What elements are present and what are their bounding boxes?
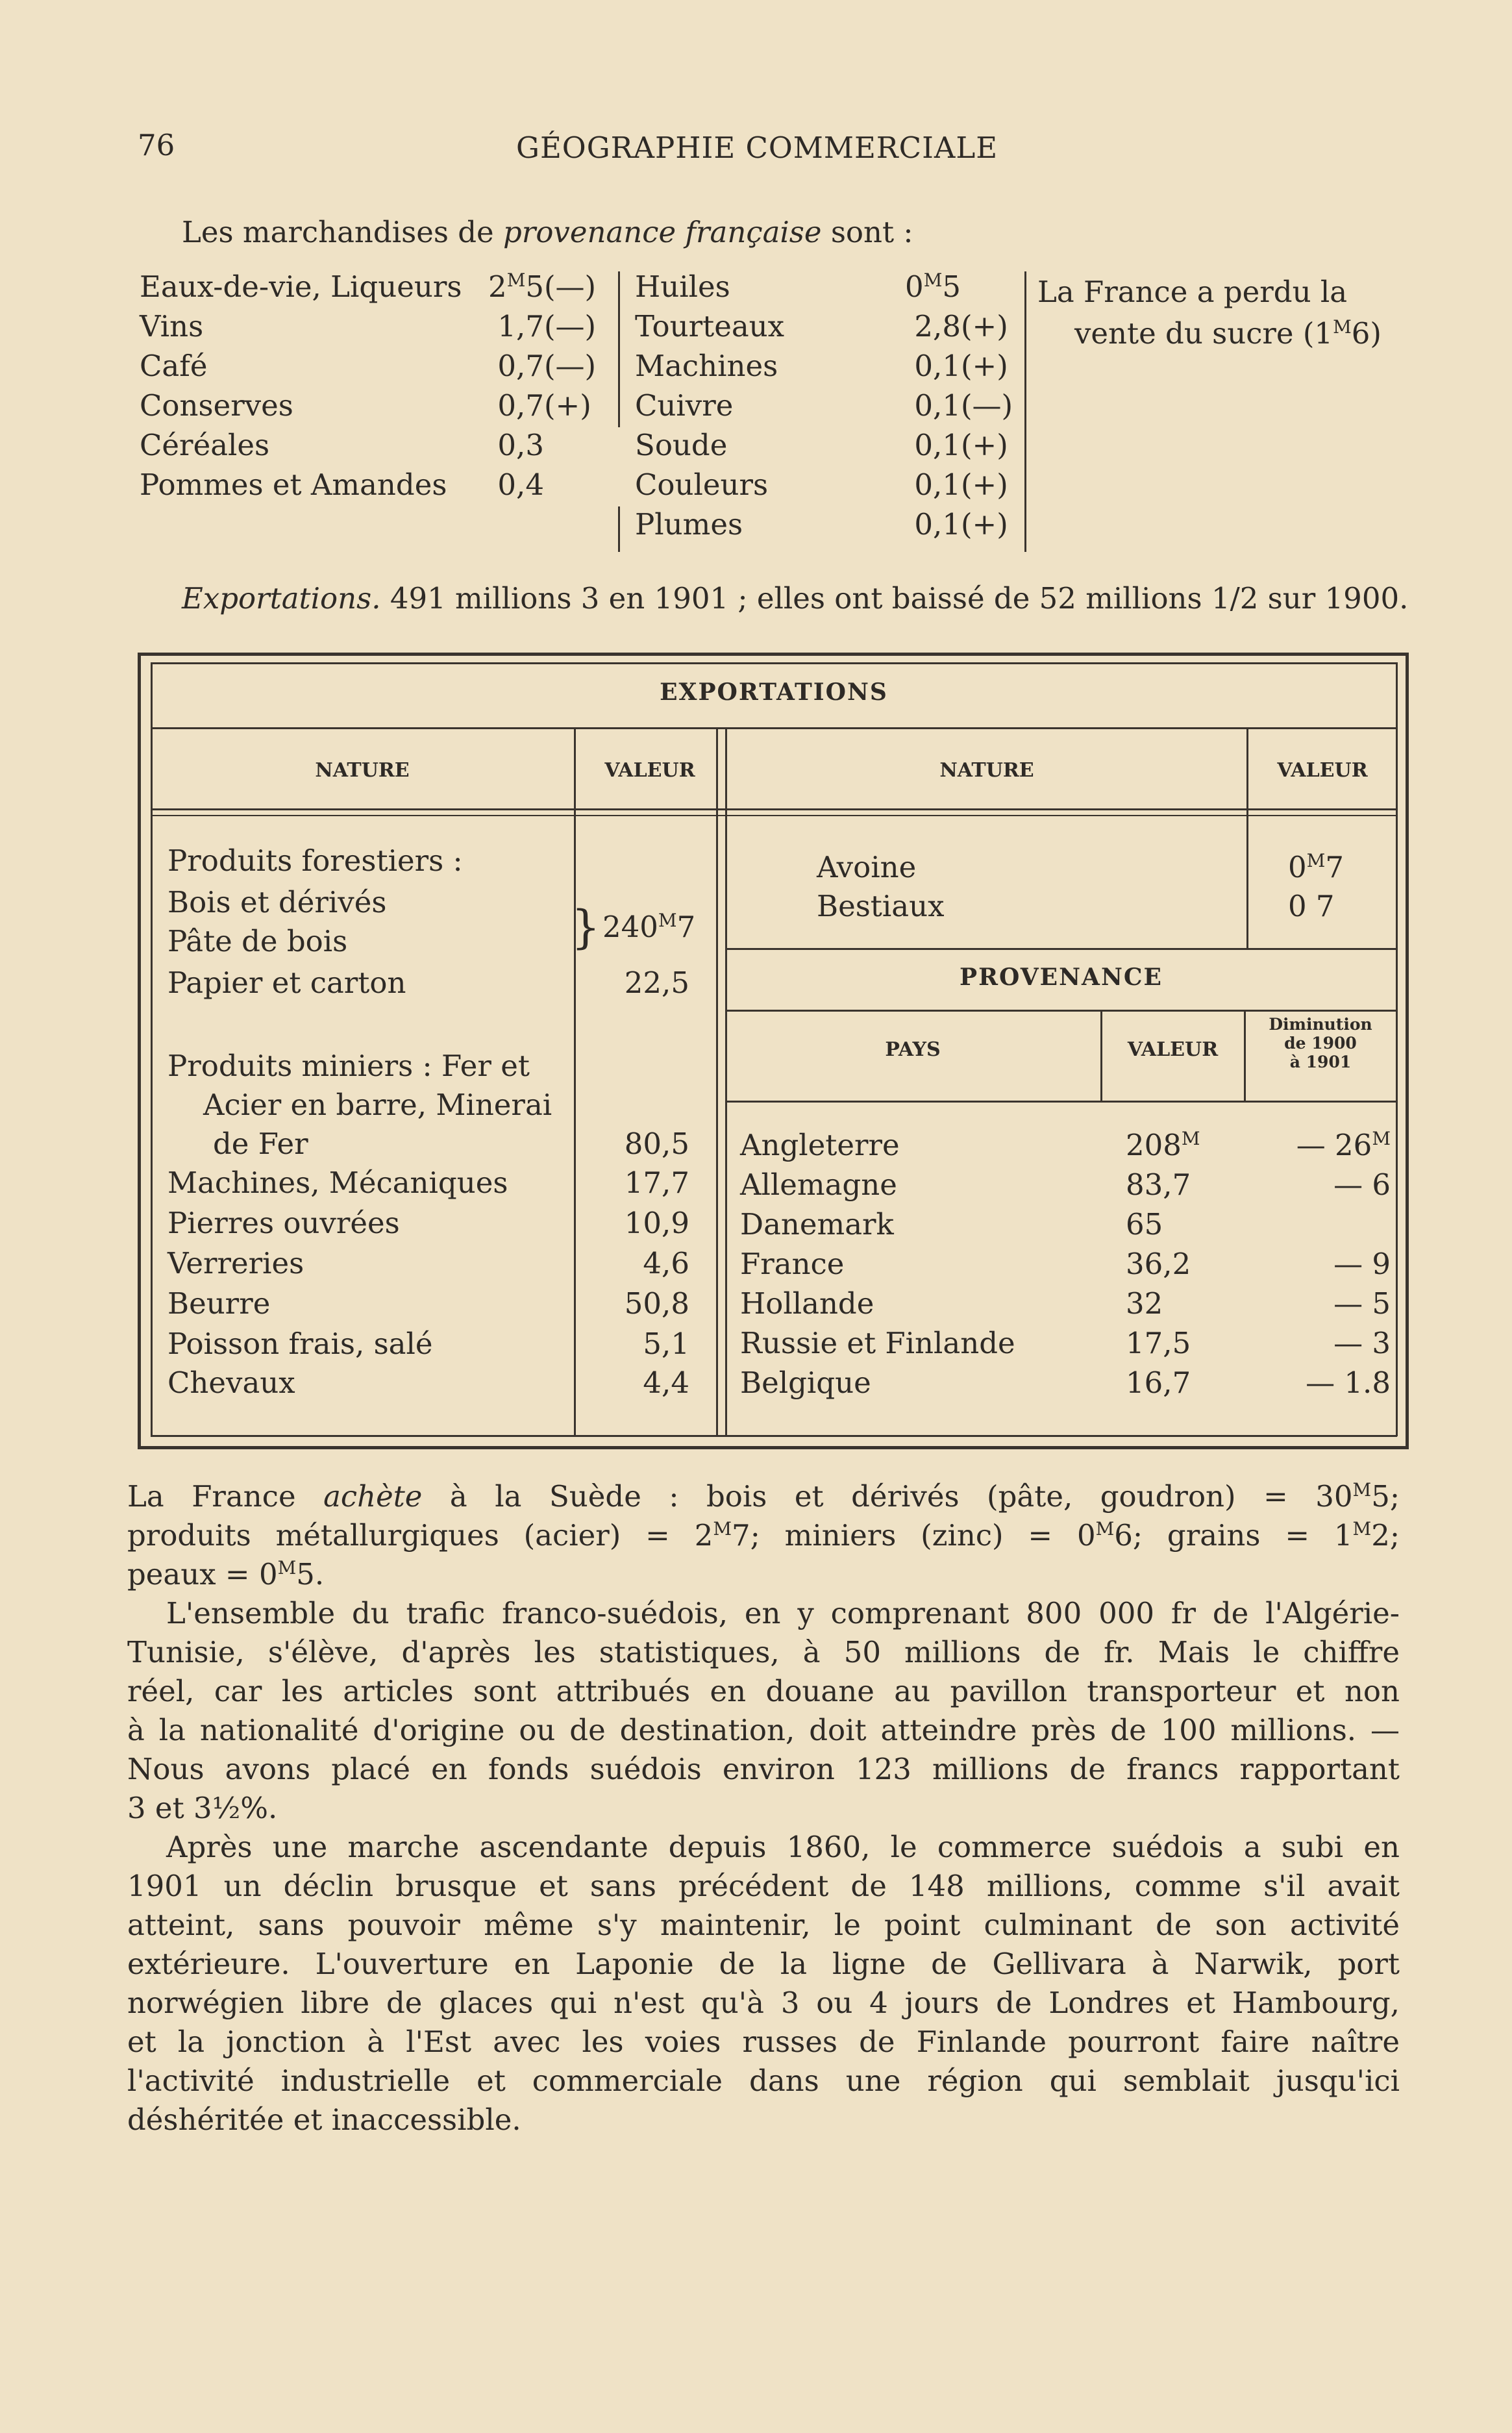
provenance-country: France xyxy=(740,1247,845,1281)
import-trend: (—) xyxy=(544,309,597,343)
exports-fraction: 1/2 xyxy=(1211,581,1259,616)
provenance-value: 17,5 xyxy=(1126,1326,1191,1360)
import-name: Pommes et Amandes xyxy=(140,468,447,502)
col-nature-left: NATURE xyxy=(315,759,410,782)
page-number: 76 xyxy=(138,128,175,162)
import-trend: (—) xyxy=(544,269,597,304)
paragraph-line: L'ensemble du trafic franco-suédois, en y comprenant 800 000 fr de l'Algérie- xyxy=(166,1596,1400,1630)
provenance-diminution: — $26^M$ xyxy=(1296,1128,1391,1162)
import-value: 1,7 xyxy=(497,309,544,343)
intro-emphasis: provenance française xyxy=(503,215,822,249)
table-left-nature: Papier et carton xyxy=(167,966,406,1000)
col-pays: PAYS xyxy=(885,1038,941,1061)
paragraph-line: 1901 un déclin brusque et sans précédent de 148 millions, comme s'il avait xyxy=(127,1869,1400,1903)
paragraph-line: déshéritée et inaccessible. xyxy=(127,2102,521,2137)
table-left-nature: Chevaux xyxy=(167,1366,295,1400)
import-value: 0,4 xyxy=(497,468,544,502)
table-right-value: $0^M7$ xyxy=(1288,850,1344,884)
provenance-value: 16,7 xyxy=(1126,1366,1191,1400)
import-name: Cuivre xyxy=(635,388,734,423)
table-left-nature: Pierres ouvrées xyxy=(167,1206,400,1240)
import-name: Couleurs xyxy=(635,468,769,502)
paragraph-line: atteint, sans pouvoir même s'y maintenir, le point culminant de son activité xyxy=(127,1908,1400,1942)
paragraph-line: réel, car les articles sont attribués en douane au pavillon transporteur et non xyxy=(127,1674,1400,1708)
table-left-value: 17,7 xyxy=(624,1166,689,1200)
col-valeur-right: VALEUR xyxy=(1277,759,1368,782)
table-right-nature: Bestiaux xyxy=(817,889,945,923)
import-name: Eaux-de-vie, Liqueurs xyxy=(140,269,462,304)
column-divider xyxy=(1024,271,1026,552)
provenance-value: $208^M$ xyxy=(1126,1128,1200,1162)
paragraph-line: extérieure. L'ouverture en Laponie de la ligne de Gellivara à Narwik, port xyxy=(127,1947,1400,1981)
intro-before: Les marchandises de xyxy=(182,215,494,249)
provenance-diminution: — 9 xyxy=(1333,1247,1391,1281)
paragraph-line: Nous avons placé en fonds suédois environ 123 millions de francs rapportant xyxy=(127,1752,1400,1786)
table-left-nature: Bois et dérivés xyxy=(167,885,387,919)
intro-after: sont : xyxy=(830,215,913,249)
provenance-country: Allemagne xyxy=(740,1167,897,1202)
paragraph-line: norwégien libre de glaces qui n'est qu'à 3 ou 4 jours de Londres et Hambourg, xyxy=(127,1986,1400,2020)
table-left-value: 80,5 xyxy=(624,1127,689,1161)
table-left-nature: Pâte de bois xyxy=(167,924,348,958)
import-name: Tourteaux xyxy=(635,309,785,343)
table-left-nature: Produits miniers : Fer et xyxy=(167,1049,530,1083)
paragraph-line: Tunisie, s'élève, d'après les statistiques, à 50 millions de fr. Mais le chiffre xyxy=(127,1635,1400,1669)
import-name: Conserves xyxy=(140,388,293,423)
import-value: 0,3 xyxy=(497,428,544,462)
provenance-value: 83,7 xyxy=(1126,1167,1191,1202)
paragraph-1: La France achète à la Suède : bois et dérivés (pâte, goudron) = $30^M5$; produits métallurgiques (acier) = $2^M7$; miniers (zinc) = $0^M6$; grains = $1^M2$; peaux = $0^M5$. xyxy=(127,1479,1400,1591)
import-value: 0,1 xyxy=(914,428,961,462)
provenance-country: Russie et Finlande xyxy=(740,1326,1015,1360)
import-name: Vins xyxy=(140,309,204,343)
paragraph-line: 3 et 3½%. xyxy=(127,1791,278,1825)
side-note-line-2: vente du sucre $(1^M6)$ xyxy=(1074,316,1382,351)
exports-label: Exportations. xyxy=(182,581,381,616)
table-left-nature: Machines, Mécaniques xyxy=(167,1166,508,1200)
col-nature-right: NATURE xyxy=(939,759,1034,782)
table-left-nature: Acier en barre, Minerai xyxy=(203,1088,552,1122)
import-name: Café xyxy=(140,349,208,383)
provenance-title: PROVENANCE xyxy=(960,964,1163,991)
import-trend: (+) xyxy=(961,349,1008,383)
import-value: 0,1 xyxy=(914,507,961,542)
brace: } xyxy=(571,901,601,954)
import-name: Plumes xyxy=(635,507,743,542)
import-value: $2^M5$ xyxy=(488,269,544,304)
provenance-diminution: — 3 xyxy=(1333,1326,1391,1360)
paragraph-line: à la nationalité d'origine ou de destination, doit atteindre près de 100 millions. — xyxy=(127,1713,1400,1747)
provenance-diminution: — 1.8 xyxy=(1306,1366,1391,1400)
provenance-value: 65 xyxy=(1126,1207,1163,1241)
provenance-country: Angleterre xyxy=(740,1128,900,1162)
import-trend: (+) xyxy=(961,309,1008,343)
import-value: $0^M5$ xyxy=(905,269,961,304)
import-value: 0,1 xyxy=(914,349,961,383)
import-value: 0,1 xyxy=(914,388,961,423)
col-valeur-left: VALEUR xyxy=(604,759,695,782)
provenance-country: Belgique xyxy=(740,1366,871,1400)
provenance-value: 36,2 xyxy=(1126,1247,1191,1281)
column-divider xyxy=(618,271,620,427)
col-valeur-provenance: VALEUR xyxy=(1127,1038,1219,1061)
import-name: Soude xyxy=(635,428,728,462)
table-left-nature: de Fer xyxy=(213,1127,308,1161)
table-title: EXPORTATIONS xyxy=(660,679,888,706)
paragraph-line: Après une marche ascendante depuis 1860, le commerce suédois a subi en xyxy=(166,1830,1400,1864)
col-diminution: Diminution de 1900 à 1901 xyxy=(1269,1015,1372,1071)
column-divider xyxy=(618,506,620,552)
import-trend: (—) xyxy=(961,388,1013,423)
table-left-nature: Verreries xyxy=(167,1246,304,1280)
import-value: 0,7 xyxy=(497,349,544,383)
paragraph-2 xyxy=(127,1594,1400,1828)
import-trend: (+) xyxy=(961,507,1008,542)
paragraph-line: l'activité industrielle et commerciale dans une région qui semblait jusqu'ici xyxy=(127,2064,1400,2098)
paragraph-3 xyxy=(127,1828,1400,2140)
exports-summary: Exportations. 491 millions 3 en 1901 ; elles ont baissé de 52 millions 1/2 sur 1900. xyxy=(182,581,1409,616)
import-trend: (—) xyxy=(544,349,597,383)
table-right-nature: Avoine xyxy=(817,850,917,884)
import-name: Huiles xyxy=(635,269,730,304)
import-trend: (+) xyxy=(961,468,1008,502)
table-left-nature: Produits forestiers : xyxy=(167,843,463,878)
table-left-nature: Beurre xyxy=(167,1286,271,1321)
import-value: 2,8 xyxy=(914,309,961,343)
table-left-value: 5,1 xyxy=(643,1327,689,1361)
provenance-diminution: — 5 xyxy=(1333,1286,1391,1321)
import-trend: (+) xyxy=(544,388,591,423)
side-note-line-1: La France a perdu la xyxy=(1037,275,1348,309)
import-trend: (+) xyxy=(961,428,1008,462)
table-left-value: 50,8 xyxy=(624,1286,689,1321)
table-left-value: 4,4 xyxy=(643,1366,689,1400)
provenance-value: 32 xyxy=(1126,1286,1163,1321)
table-left-value: 10,9 xyxy=(624,1206,689,1240)
provenance-diminution: — 6 xyxy=(1333,1167,1391,1202)
table-left-value: 22,5 xyxy=(624,966,689,1000)
table-left-nature: Poisson frais, salé xyxy=(167,1327,433,1361)
table-left-value: 4,6 xyxy=(643,1246,689,1280)
import-name: Machines xyxy=(635,349,778,383)
bois-pate-value: $240^M7$ xyxy=(602,910,696,944)
provenance-country: Danemark xyxy=(740,1207,894,1241)
running-title: GÉOGRAPHIE COMMERCIALE xyxy=(516,131,998,165)
import-value: 0,7 xyxy=(497,388,544,423)
paragraph-line: et la jonction à l'Est avec les voies russes de Finlande pourront faire naître xyxy=(127,2025,1400,2059)
intro-line xyxy=(182,213,913,252)
import-name: Céréales xyxy=(140,428,270,462)
import-value: 0,1 xyxy=(914,468,961,502)
table-right-value: 0 7 xyxy=(1288,889,1335,923)
provenance-country: Hollande xyxy=(740,1286,874,1321)
